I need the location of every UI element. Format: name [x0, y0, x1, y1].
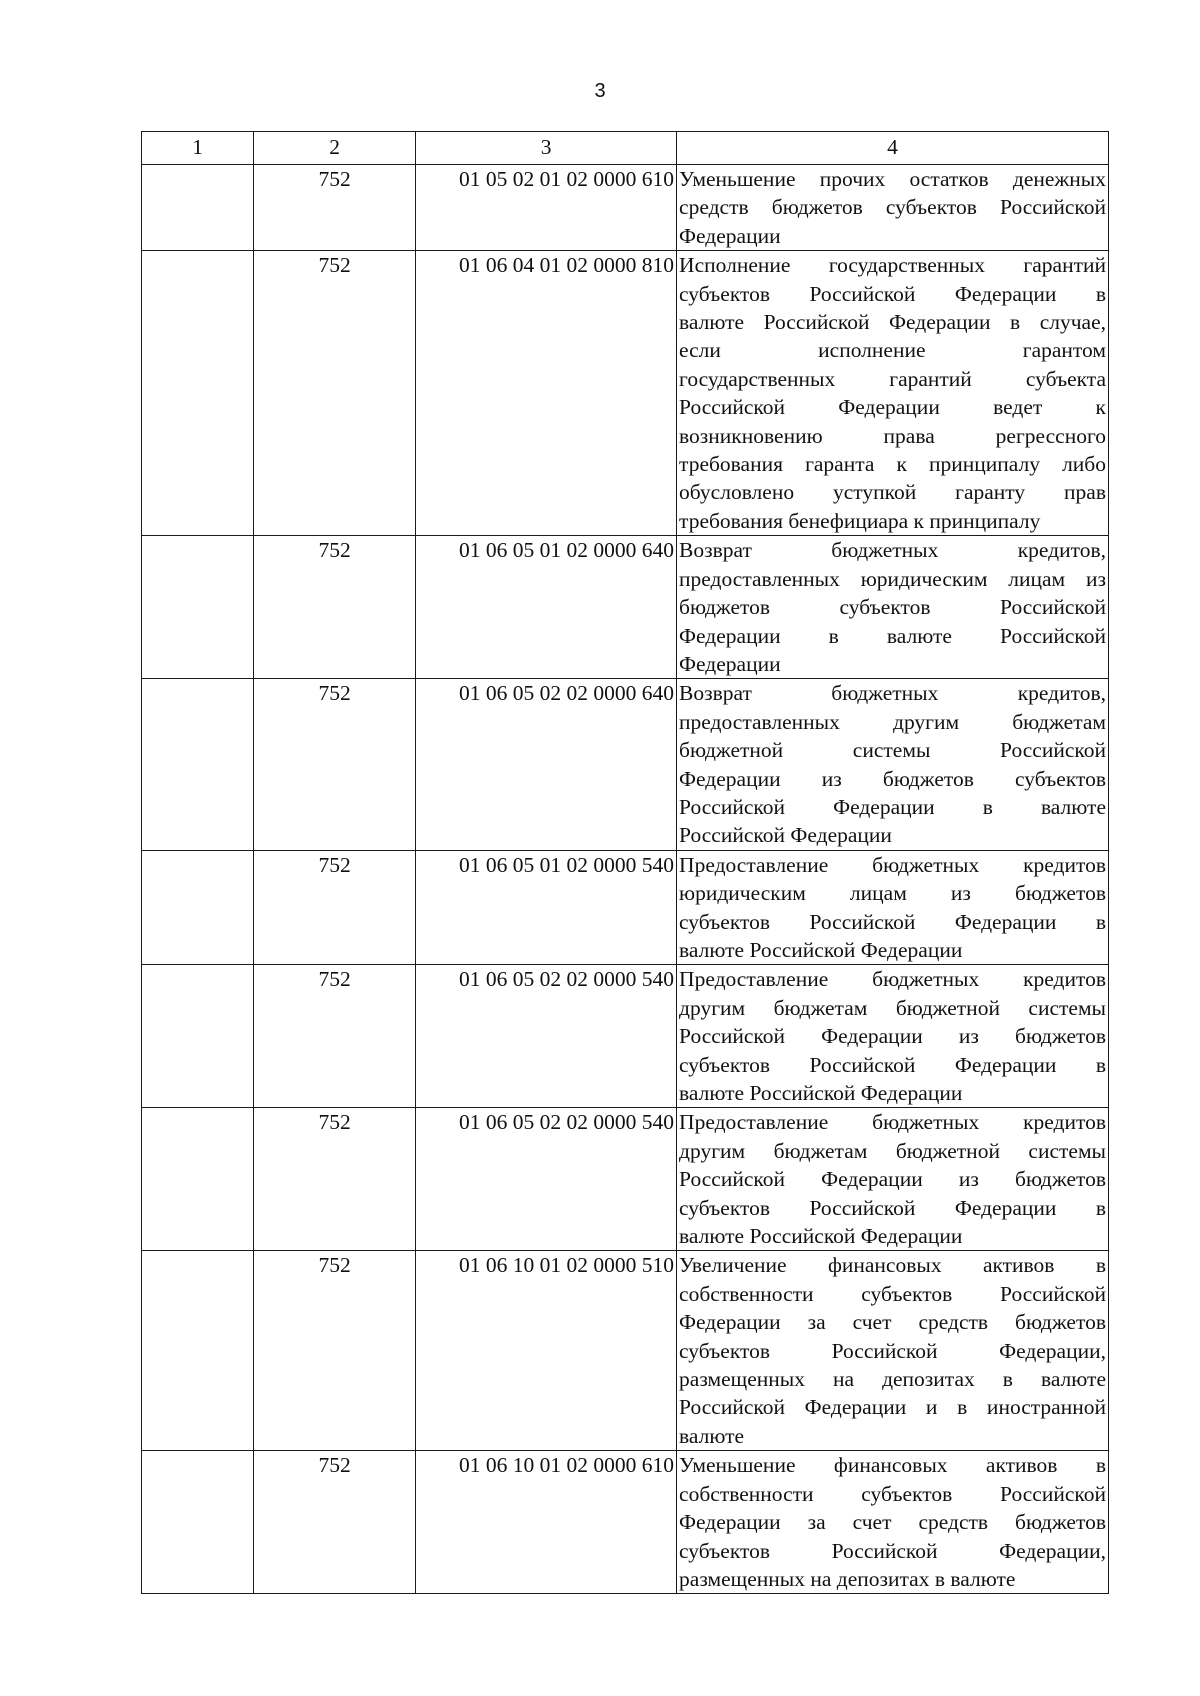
description-cell — [677, 165, 1109, 251]
source-code-cell: 01 06 05 01 02 0000 640 — [416, 536, 677, 679]
table-header-row — [142, 132, 1109, 165]
table-row — [142, 251, 1109, 536]
description-line: Российской Федерации в валюте — [679, 794, 1106, 819]
description-line: если исполнение гарантом — [679, 338, 1106, 363]
description-line: размещенных на депозитах в валюте — [679, 1367, 1106, 1392]
header-col-2: 2 — [254, 132, 416, 165]
source-code-cell: 01 06 10 01 02 0000 510 — [416, 1251, 677, 1451]
description-line: Предоставление бюджетных кредитов — [679, 1110, 1106, 1135]
admin-code-cell: 752 — [254, 165, 416, 251]
row-col-1-cell — [142, 165, 254, 251]
description-line: валюте Российской Федерации в случае, — [679, 310, 1106, 335]
row-col-1-cell — [142, 1251, 254, 1451]
row-col-1-cell — [142, 679, 254, 850]
description-line: обусловлено уступкой гаранту прав — [679, 480, 1106, 505]
budget-sources-table — [141, 131, 1109, 1594]
page-number: 3 — [594, 80, 606, 102]
description-line: валюте Российской Федерации — [679, 1081, 963, 1105]
source-code-cell: 01 06 10 01 02 0000 610 — [416, 1451, 677, 1594]
header-col-1: 1 — [142, 132, 254, 165]
source-code-cell: 01 06 05 02 02 0000 540 — [416, 965, 677, 1108]
row-col-1-cell — [142, 251, 254, 536]
admin-code-cell: 752 — [254, 1451, 416, 1594]
admin-code-cell: 752 — [254, 1251, 416, 1451]
admin-code-cell: 752 — [254, 1108, 416, 1251]
description-line: Федерации за счет средств бюджетов — [679, 1310, 1106, 1335]
table-row — [142, 1451, 1109, 1594]
description-line: Увеличение финансовых активов в — [679, 1253, 1106, 1278]
table-row — [142, 536, 1109, 679]
description-cell — [677, 965, 1109, 1108]
description-line: Российской Федерации ведет к — [679, 395, 1106, 420]
description-cell — [677, 1108, 1109, 1251]
description-line: валюте Российской Федерации — [679, 1224, 963, 1249]
description-line: Российской Федерации из бюджетов — [679, 1024, 1106, 1049]
description-line: Федерации — [679, 651, 781, 676]
description-line: размещенных на депозитах в валюте — [679, 1566, 1016, 1591]
table-row — [142, 1108, 1109, 1251]
header-col-4: 4 — [677, 132, 1109, 165]
description-line: средств бюджетов субъектов Российской — [679, 195, 1106, 220]
description-line: Уменьшение прочих остатков денежных — [679, 167, 1106, 191]
row-col-1-cell — [142, 965, 254, 1108]
description-line: валюте — [679, 1423, 745, 1448]
description-line: субъектов Российской Федерации в — [679, 1052, 1106, 1077]
description-line: Российской Федерации из бюджетов — [679, 1167, 1106, 1192]
table-row — [142, 679, 1109, 850]
description-cell — [677, 679, 1109, 850]
description-line: государственных гарантий субъекта — [679, 366, 1106, 391]
description-line: юридическим лицам из бюджетов — [679, 881, 1106, 906]
description-line: Российской Федерации — [679, 823, 892, 848]
description-line: другим бюджетам бюджетной системы — [679, 1138, 1106, 1163]
description-line: возникновению права регрессного — [679, 423, 1106, 448]
row-col-1-cell — [142, 1108, 254, 1251]
row-col-1-cell — [142, 850, 254, 965]
description-line: субъектов Российской Федерации в — [679, 1195, 1106, 1220]
description-line: Возврат бюджетных кредитов, — [679, 538, 1106, 563]
table-row — [142, 1251, 1109, 1451]
table-row — [142, 850, 1109, 965]
description-line: субъектов Российской Федерации, — [679, 1338, 1106, 1363]
description-cell — [677, 1451, 1109, 1594]
description-line: собственности субъектов Российской — [679, 1481, 1106, 1506]
description-line: субъектов Российской Федерации в — [679, 909, 1106, 934]
description-line: Федерации за счет средств бюджетов — [679, 1510, 1106, 1535]
source-code-cell: 01 06 04 01 02 0000 810 — [416, 251, 677, 536]
description-line: предоставленных юридическим лицам из — [679, 566, 1106, 591]
description-line: субъектов Российской Федерации, — [679, 1538, 1106, 1563]
source-code-cell: 01 06 05 02 02 0000 640 — [416, 679, 677, 850]
description-line: требования бенефициара к принципалу — [679, 508, 1041, 533]
description-line: требования гаранта к принципалу либо — [679, 452, 1106, 477]
description-line: Уменьшение финансовых активов в — [679, 1453, 1106, 1478]
admin-code-cell: 752 — [254, 251, 416, 536]
description-cell — [677, 850, 1109, 965]
description-line: Предоставление бюджетных кредитов — [679, 967, 1106, 992]
admin-code-cell: 752 — [254, 850, 416, 965]
description-cell — [677, 1251, 1109, 1451]
description-line: собственности субъектов Российской — [679, 1281, 1106, 1306]
description-line: Федерации в валюте Российской — [679, 623, 1106, 648]
description-line: предоставленных другим бюджетам — [679, 709, 1106, 734]
description-line: Федерации из бюджетов субъектов — [679, 766, 1106, 791]
description-line: Российской Федерации и в иностранной — [679, 1395, 1106, 1420]
description-line: Исполнение государственных гарантий — [679, 253, 1106, 278]
description-line: другим бюджетам бюджетной системы — [679, 995, 1106, 1020]
header-col-3: 3 — [416, 132, 677, 165]
row-col-1-cell — [142, 1451, 254, 1594]
row-col-1-cell — [142, 536, 254, 679]
source-code-cell: 01 06 05 01 02 0000 540 — [416, 850, 677, 965]
table-row — [142, 165, 1109, 251]
admin-code-cell: 752 — [254, 679, 416, 850]
description-line: Предоставление бюджетных кредитов — [679, 852, 1106, 877]
description-cell — [677, 251, 1109, 536]
source-code-cell: 01 06 05 02 02 0000 540 — [416, 1108, 677, 1251]
description-line: валюте Российской Федерации — [679, 937, 963, 962]
admin-code-cell: 752 — [254, 965, 416, 1108]
description-line: субъектов Российской Федерации в — [679, 281, 1106, 306]
description-line: бюджетной системы Российской — [679, 738, 1106, 763]
description-line: бюджетов субъектов Российской — [679, 595, 1106, 620]
description-line: Возврат бюджетных кредитов, — [679, 681, 1106, 706]
description-cell — [677, 536, 1109, 679]
description-line: Федерации — [679, 223, 781, 248]
admin-code-cell: 752 — [254, 536, 416, 679]
source-code-cell: 01 05 02 01 02 0000 610 — [416, 165, 677, 251]
table-row — [142, 965, 1109, 1108]
